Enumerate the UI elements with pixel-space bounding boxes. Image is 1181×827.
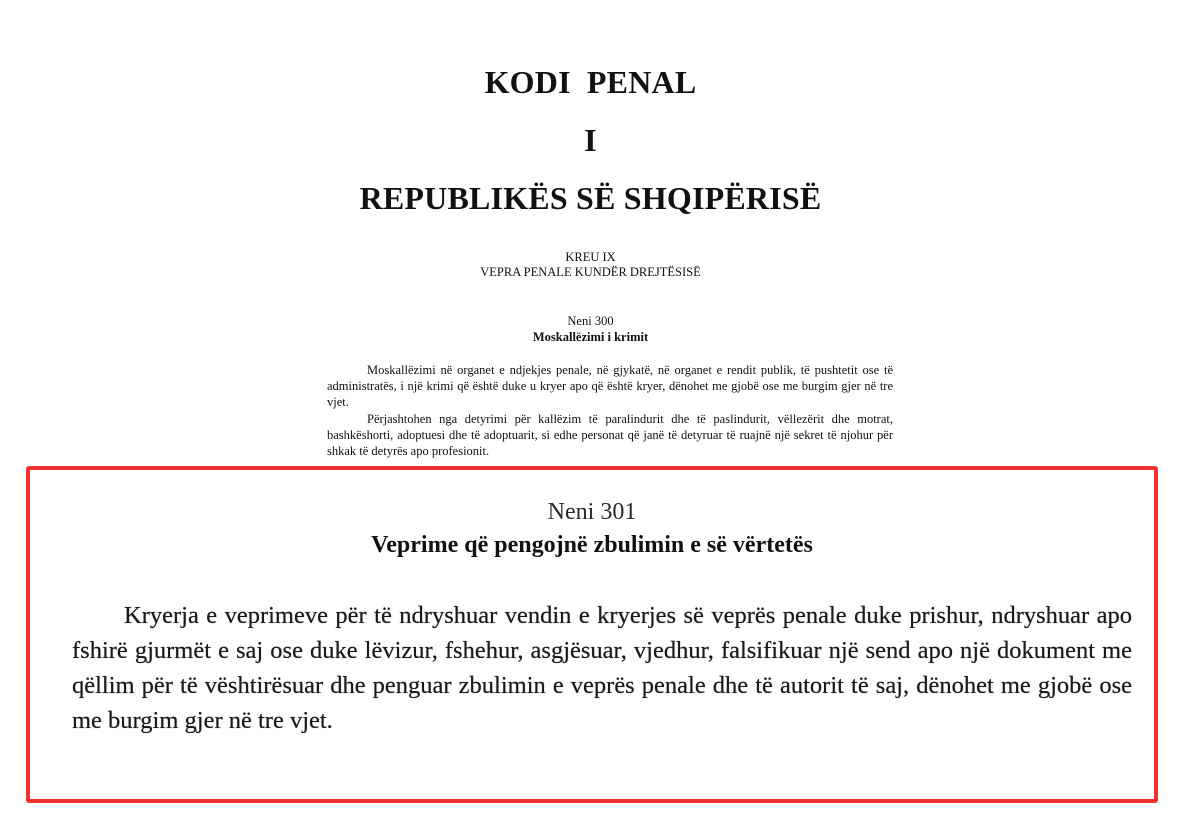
title-line-kodi-penal: KODI PENAL [484,64,697,100]
title-line-i: I [584,122,597,158]
article-300-body [327,362,893,459]
article-301-body [72,598,1132,738]
article-300-title: Moskallëzimi i krimit [532,330,649,344]
article-301-title: Veprime që pengojnë zbulimin e së vërtetës [371,532,813,558]
chapter-title: VEPRA PENALE KUNDËR DREJTËSISË [480,265,701,279]
chapter-number: KREU IX [565,250,616,264]
article-300-paragraph-1: Moskallëzimi në organet e ndjekjes penale, në gjykatë, në organet e rendit publik, të pushtetit ose të administratës, i një krimi që është duke u kryer apo që është kryer, dënohet me gjobë ose me burgim gjer në tre vjet. [327,363,893,410]
article-300-paragraph-2: Përjashtohen nga detyrimi për kallëzim të paralindurit dhe të paslindurit, vëllezërit dhe motrat, bashkëshorti, adoptuesi dhe të adoptuarit, si edhe personat që janë të detyruar të ruajnë një sekret të njohur për shkak të detyrës apo profesionit. [327,411,893,459]
article-300-number: Neni 300 [567,314,614,328]
article-301-highlight-box [26,466,1158,803]
article-301-number: Neni 301 [547,499,637,525]
article-301-paragraph-1: Kryerja e veprimeve për të ndryshuar vendin e kryerjes së veprës penale duke prishur, ndryshuar apo fshirë gjurmët e saj ose duke lëvizur, fshehur, asgjësuar, vjedhur, falsifikuar një send apo një dokument me qëllim për të vështirësuar dhe penguar zbulimin e veprës penale dhe të autorit të saj, dënohet me gjobë ose me burgim gjer në tre vjet. [72,602,1132,734]
title-line-republikes: REPUBLIKËS SË SHQIPËRISË [359,180,822,216]
